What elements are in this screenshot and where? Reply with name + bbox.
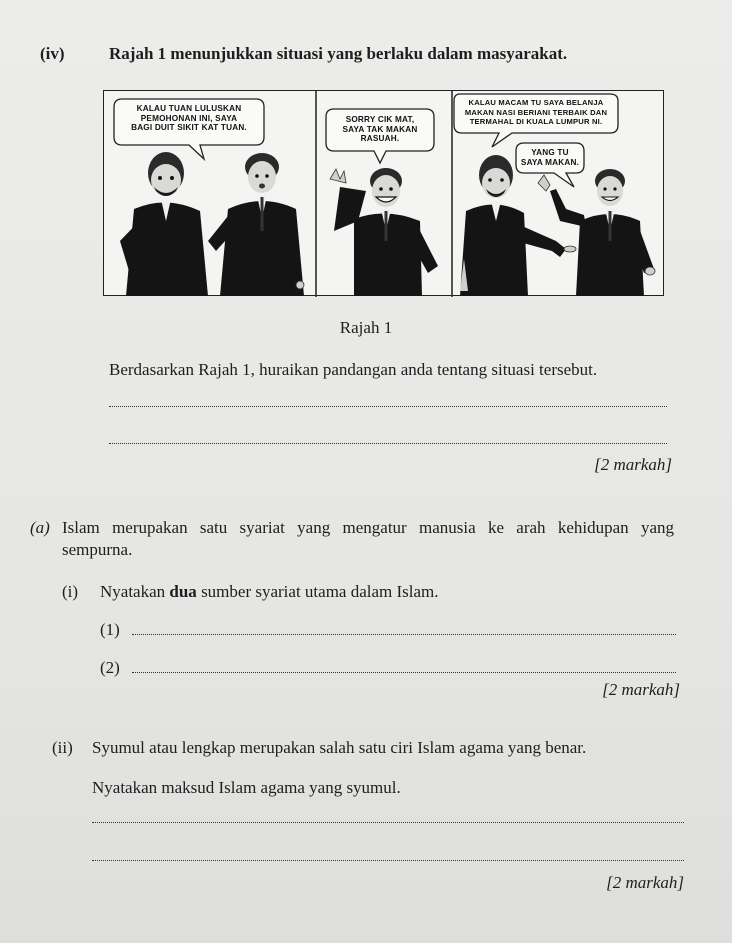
question-iv-text: Rajah 1 menunjukkan situasi yang berlaku dalam masyarakat. [109, 44, 568, 63]
answer-line-ii-1[interactable] [92, 822, 684, 823]
man-offering-bribe-panel1 [120, 152, 208, 296]
answer-line-i-1[interactable] [132, 634, 676, 635]
answer-line-i-2[interactable] [132, 672, 676, 673]
question-a-label: (a) [30, 518, 50, 537]
marks-iv: [2 markah] [594, 455, 672, 474]
part-i-item-2: (2) [100, 658, 120, 677]
part-i-text-bold: dua [169, 582, 197, 601]
part-ii-label: (ii) [52, 738, 73, 757]
part-i-question [100, 582, 439, 602]
question-a-line1: Islam merupakan satu syariat yang mengatur manusia ke arah kehidupan yang [62, 518, 674, 537]
part-i-text-before: Nyatakan [100, 582, 170, 601]
bubble-panel3-top-line3: TERMAHAL DI KUALA LUMPUR NI. [469, 117, 603, 126]
question-iv-prompt: Berdasarkan Rajah 1, huraikan pandangan anda tentang situasi tersebut. [109, 360, 598, 379]
bubble-panel1-line3: BAGI DUIT SIKIT KAT TUAN. [131, 123, 247, 132]
part-i-label: (i) [62, 582, 79, 601]
officer-accepting-panel3 [538, 169, 655, 296]
bubble-panel2-line2: SAYA TAK MAKAN [342, 124, 418, 134]
bubble-panel3-bottom-line1: YANG TU [531, 148, 569, 157]
bubble-panel2 [326, 115, 434, 144]
figure-caption: Rajah 1 [339, 318, 393, 337]
figure-rajah-1 [103, 90, 664, 296]
answer-line-ii-2[interactable] [92, 860, 684, 861]
part-i-text-after: sumber syariat utama dalam Islam. [196, 582, 439, 601]
marks-a-ii: [2 markah] [606, 873, 684, 892]
part-ii-prompt: Nyatakan maksud Islam agama yang syumul. [92, 778, 401, 797]
bubble-panel3-top-line2: MAKAN NASI BERIANI TERBAIK DAN [464, 107, 608, 117]
answer-line-iv-2[interactable] [109, 443, 667, 444]
officer-panel1 [208, 153, 304, 296]
part-ii-text: Syumul atau lengkap merupakan salah satu ciri Islam agama yang benar. [92, 738, 587, 757]
part-i-item-1: (1) [100, 620, 120, 639]
bubble-panel1 [116, 104, 262, 133]
bubble-panel3-bottom-line2: SAYA MAKAN. [520, 157, 580, 167]
answer-line-iv-1[interactable] [109, 406, 667, 407]
question-iv-number: (iv) [40, 44, 65, 63]
bubble-panel3-top-line1: KALAU MACAM TU SAYA BELANJA [468, 98, 604, 107]
bubble-panel3-top [454, 98, 618, 127]
marks-a-i: [2 markah] [602, 680, 680, 699]
officer-refusing-panel2 [296, 168, 438, 296]
question-a-line2: sempurna. [62, 540, 133, 559]
bubble-panel2-line1: SORRY CIK MAT, [345, 115, 415, 124]
bubble-panel1-line1: KALAU TUAN LULUSKAN [136, 104, 242, 113]
bubble-panel1-line2: PEMOHONAN INI, SAYA [140, 113, 238, 123]
bubble-panel2-line3: RASUAH. [360, 134, 400, 143]
bubble-panel3-bottom [516, 148, 584, 167]
